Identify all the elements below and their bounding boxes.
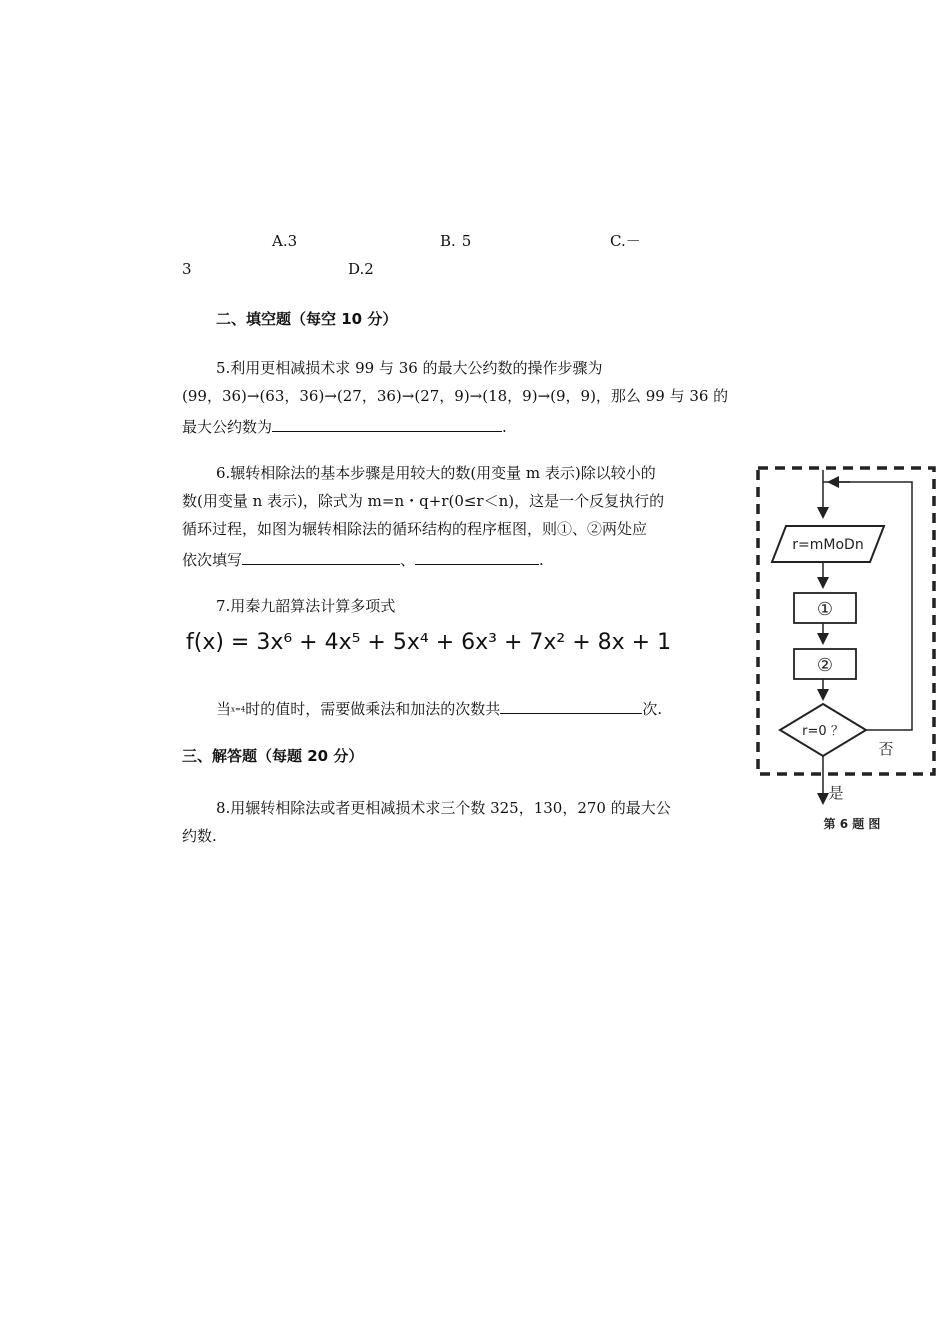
figure-caption: 第 6 题 图 [823,817,881,831]
step-2-label: ② [816,655,834,676]
q8-line-1: 8.用辗转相除法或者更相减损术求三个数 325，130，270 的最大公 [216,799,671,817]
q5-prefix: 最大公约数为 [182,418,273,436]
q6-answer-blank-1[interactable] [242,550,400,565]
q6-prefix: 依次填写 [182,551,243,569]
q5-line-3 [182,417,507,435]
option-b-value: 5 [461,232,472,250]
step-1-label: ① [816,599,834,620]
q5-end: . [502,418,507,436]
option-c-continued: 3 [182,260,192,278]
q6-separator: 、 [400,551,416,569]
q5-answer-blank[interactable] [272,417,502,432]
q7-formula: f(x) = 3x⁶ + 4x⁵ + 5x⁴ + 6x³ + 7x² + 8x + 1 [186,630,672,655]
q8-line-2: 约数. [182,827,217,845]
q7-when: 当 [216,700,232,718]
option-d: D.2 [348,260,374,278]
yes-label: 是 [828,784,844,802]
option-c: C.－ [610,232,641,250]
q7-text: 时的值时，需要做乘法和加法的次数共 [245,700,501,718]
q6-answer-blank-2[interactable] [415,550,539,565]
q7-line-1: 7.用秦九韶算法计算多项式 [216,597,396,615]
q6-line-2: 数(用变量 n 表示)，除式为 m=n・q+r(0≤r＜n)，这是一个反复执行的 [182,492,665,510]
option-b-label: B. [440,232,456,250]
section-2-title: 二、填空题（每空 10 分） [216,310,398,328]
no-label: 否 [878,740,894,758]
q7-answer-blank[interactable] [500,699,642,714]
option-a: A.3 [272,232,298,250]
q6-line-1: 6.辗转相除法的基本步骤是用较大的数(用变量 m 表示)除以较小的 [216,464,656,482]
flowchart-figure [750,458,946,838]
q6-line-3: 循环过程，如图为辗转相除法的循环结构的程序框图，则①、②两处应 [182,520,648,538]
q5-line-1: 5.利用更相减损术求 99 与 36 的最大公约数的操作步骤为 [216,359,603,377]
io-label: r=mMoDn [792,537,864,553]
q6-line-4 [182,550,544,568]
q7-end: 次. [642,700,663,718]
option-b [440,234,471,249]
q5-line-2: (99，36)→(63，36)→(27，36)→(27，9)→(18，9)→(9，9)，那么 99 与 36 的 [182,387,729,405]
decision-label: r=0 ？ [802,724,844,739]
section-3-title: 三、解答题（每题 20 分） [182,747,364,765]
q7-line-3 [216,699,662,717]
q7-x-value: x=4 [231,705,246,714]
q6-end: . [539,551,544,569]
